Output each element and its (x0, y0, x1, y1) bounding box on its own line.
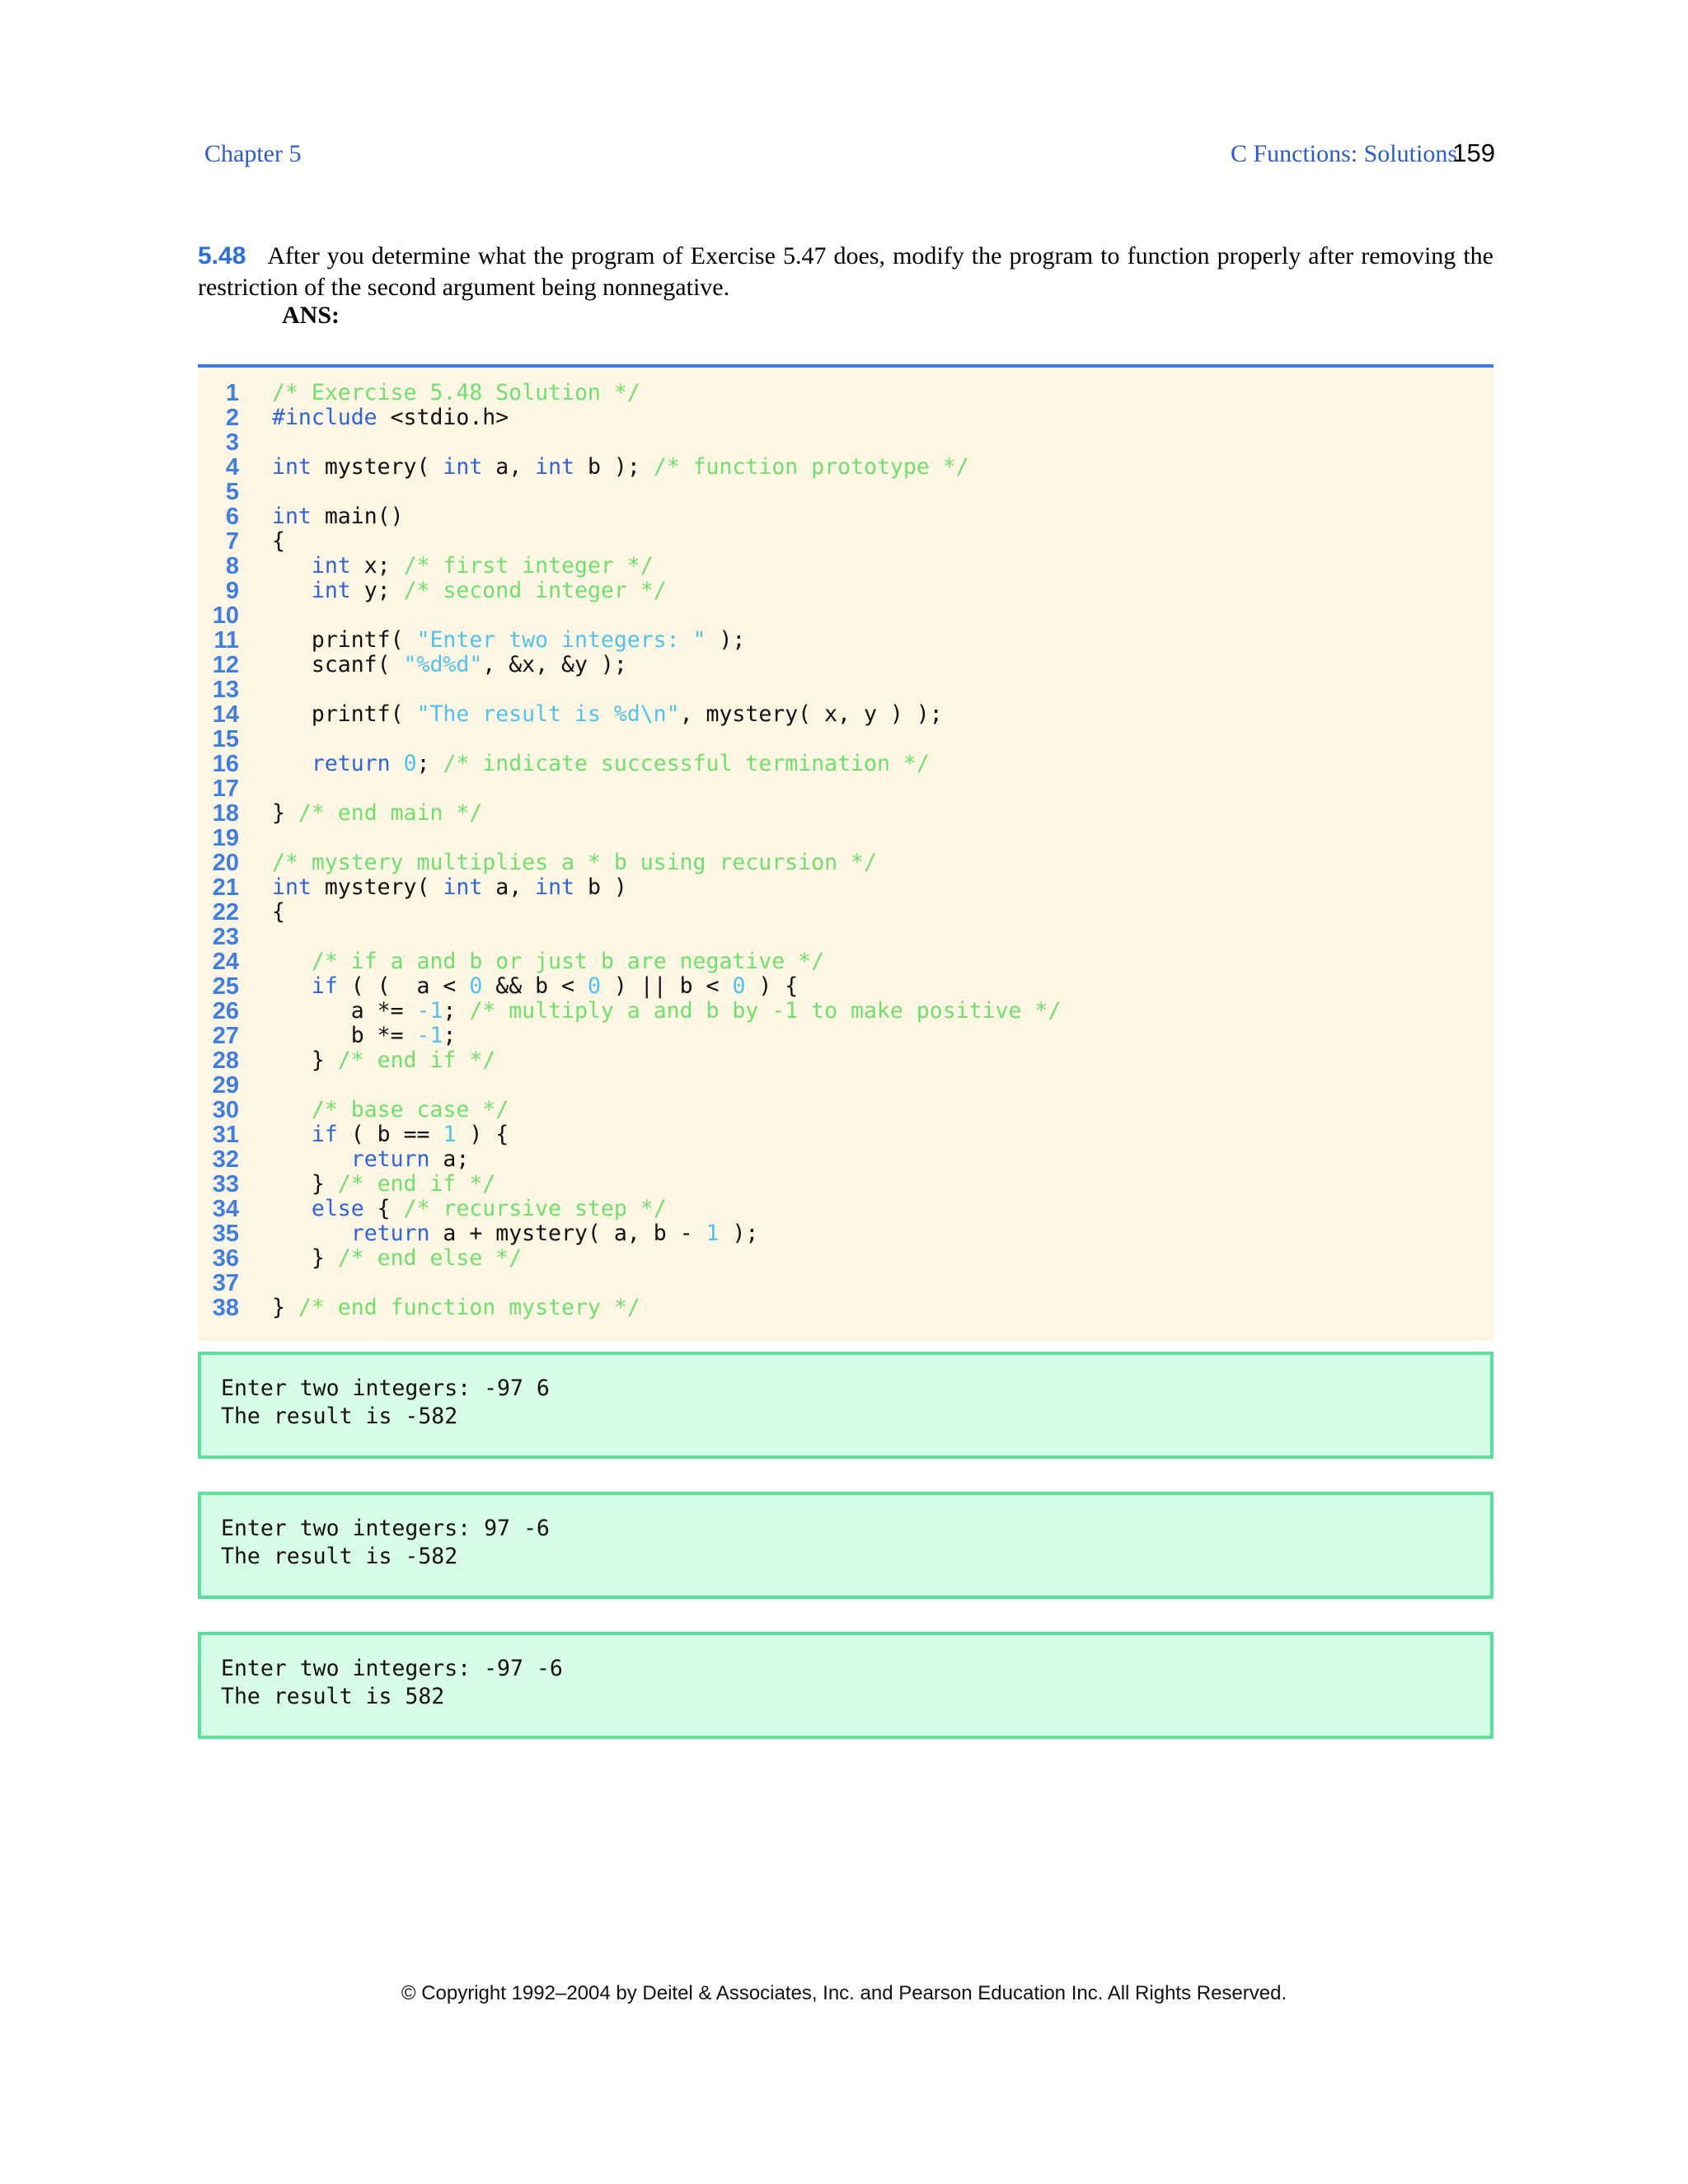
page-header (0, 140, 1688, 176)
output-text (221, 1515, 550, 1571)
line-number: 16 (212, 751, 239, 777)
code-token: ); (706, 627, 746, 653)
code-token: "%d%d" (403, 652, 483, 677)
exercise-number: 5.48 (198, 242, 246, 269)
code-token: int (535, 454, 574, 480)
code-token: { (363, 1196, 404, 1221)
code-token: <stdio.h> (377, 405, 509, 430)
code-token: /* Exercise 5.48 Solution */ (272, 380, 640, 405)
code-token: /* indicate successful termination */ (443, 751, 930, 776)
code-token: /* recursive step */ (403, 1196, 667, 1221)
line-number: 27 (212, 1023, 239, 1049)
code-text (272, 405, 509, 430)
code-token (272, 949, 312, 974)
code-listing (198, 364, 1493, 1341)
code-token: "Enter two integers: " (416, 627, 706, 653)
code-line (198, 900, 1493, 925)
exercise-statement (198, 241, 1493, 303)
code-line (198, 826, 1493, 851)
code-text (272, 1024, 456, 1048)
code-token: else (311, 1196, 364, 1221)
code-token: } (272, 1295, 298, 1320)
line-number: 33 (212, 1171, 239, 1197)
code-line (198, 430, 1493, 455)
code-line (198, 1048, 1493, 1073)
code-token: 0 (403, 751, 417, 776)
code-text (272, 949, 824, 974)
line-number: 29 (212, 1072, 239, 1099)
code-token: "The result is %d\n" (416, 701, 680, 727)
code-token (272, 1221, 351, 1246)
code-token: /* end else */ (337, 1245, 523, 1271)
code-line (198, 653, 1493, 677)
code-token: ) || b < (600, 973, 733, 999)
code-token: } (272, 1171, 338, 1197)
code-text (272, 1296, 640, 1320)
line-number: 5 (225, 479, 239, 505)
code-token (272, 973, 312, 999)
code-text (272, 1098, 509, 1122)
line-number: 31 (212, 1122, 239, 1148)
output-text (221, 1655, 563, 1711)
code-token: ; (443, 1023, 457, 1048)
output-line: Enter two integers: -97 -6 (221, 1656, 563, 1681)
code-text (272, 1197, 667, 1221)
code-line (198, 579, 1493, 603)
code-token: if (311, 1122, 338, 1147)
code-token: { (272, 899, 285, 925)
code-line (198, 1073, 1493, 1098)
line-number: 32 (212, 1146, 239, 1173)
code-token: /* end main */ (298, 800, 483, 826)
code-token (272, 1146, 351, 1172)
code-token: printf( (272, 627, 417, 653)
code-token: 1 (706, 1221, 720, 1246)
code-text (272, 455, 969, 480)
code-token: a + mystery( a, b - (429, 1221, 706, 1246)
code-token: int (443, 874, 483, 900)
line-number: 3 (225, 429, 239, 456)
code-line (198, 603, 1493, 628)
code-token (272, 553, 312, 579)
line-number: 30 (212, 1097, 239, 1123)
code-text (272, 702, 943, 727)
code-text (272, 875, 627, 900)
code-line (198, 974, 1493, 999)
code-token: /* end if */ (337, 1171, 496, 1197)
code-line (198, 1197, 1493, 1221)
code-token: /* end function mystery */ (298, 1295, 640, 1320)
code-token: a *= (272, 998, 417, 1024)
line-number: 34 (212, 1196, 239, 1222)
line-number: 11 (213, 627, 239, 654)
code-token: -1 (416, 998, 443, 1024)
code-token: int (272, 874, 312, 900)
code-token: /* base case */ (311, 1097, 509, 1122)
line-number: 25 (212, 973, 239, 1000)
code-token (272, 578, 312, 603)
code-text (272, 579, 667, 603)
code-line (198, 925, 1493, 949)
line-number: 2 (225, 405, 239, 431)
line-number: 23 (212, 924, 239, 950)
code-token: /* multiply a and b by -1 to make positive */ (469, 998, 1062, 1024)
output-line: Enter two integers: -97 6 (221, 1376, 550, 1401)
code-text (272, 999, 1061, 1024)
code-token: ) { (456, 1122, 509, 1147)
line-number: 8 (225, 553, 239, 579)
line-number: 38 (212, 1295, 239, 1321)
line-number: 13 (212, 677, 239, 703)
code-token (272, 1122, 312, 1147)
code-token: , &x, &y ); (482, 652, 627, 677)
code-line (198, 677, 1493, 702)
code-token: return (350, 1146, 430, 1172)
line-number: 37 (212, 1270, 239, 1296)
code-token: return (350, 1221, 430, 1246)
code-token: b *= (272, 1023, 417, 1048)
code-token: int (443, 454, 483, 480)
code-token: ) { (745, 973, 799, 999)
code-token: a, (482, 874, 536, 900)
code-line (198, 504, 1493, 529)
code-token: } (272, 1245, 338, 1271)
code-text (272, 752, 930, 776)
line-number: 12 (212, 652, 239, 678)
line-number: 26 (212, 998, 239, 1024)
code-token: x; (350, 553, 404, 579)
code-token: && b < (482, 973, 588, 999)
code-token: { (272, 528, 285, 554)
code-lines (198, 381, 1493, 1320)
code-text (272, 1122, 509, 1147)
code-token: ( ( a < (337, 973, 470, 999)
code-text (272, 554, 654, 579)
code-line (198, 405, 1493, 430)
answer-label: ANS: (282, 302, 340, 329)
line-number: 14 (212, 701, 239, 728)
line-number: 6 (225, 504, 239, 530)
code-token: , mystery( x, y ) ); (679, 701, 943, 727)
code-text (272, 504, 404, 529)
code-token: 0 (469, 973, 483, 999)
code-line (198, 851, 1493, 875)
code-token: /* second integer */ (403, 578, 667, 603)
line-number: 18 (212, 800, 239, 827)
line-number: 9 (225, 578, 239, 604)
code-token: b ); (574, 454, 654, 480)
code-line (198, 1296, 1493, 1320)
code-text (272, 1147, 469, 1172)
code-line (198, 999, 1493, 1024)
code-text (272, 1172, 495, 1197)
code-line (198, 1122, 1493, 1147)
code-text (272, 381, 640, 405)
chapter-label: Chapter 5 (204, 140, 302, 167)
code-line (198, 554, 1493, 579)
code-token: ( b == (337, 1122, 443, 1147)
code-text (272, 628, 745, 653)
code-token: ); (719, 1221, 759, 1246)
code-line (198, 480, 1493, 504)
code-token: a, (482, 454, 536, 480)
line-number: 20 (212, 850, 239, 876)
code-line (198, 529, 1493, 554)
code-text (272, 851, 877, 875)
code-text (272, 529, 285, 554)
code-token: 0 (732, 973, 746, 999)
code-token (272, 1097, 312, 1122)
line-number: 36 (212, 1245, 239, 1272)
code-text (272, 974, 798, 999)
code-line (198, 1221, 1493, 1246)
line-number: 17 (212, 776, 239, 802)
code-token: if (311, 973, 338, 999)
code-token: mystery( (311, 874, 443, 900)
code-line (198, 801, 1493, 826)
code-token: printf( (272, 701, 417, 727)
chapter-title: C Functions: Solutions (1230, 140, 1457, 167)
line-number: 15 (212, 726, 239, 752)
code-line (198, 628, 1493, 653)
line-number: 7 (225, 528, 239, 555)
code-line (198, 1271, 1493, 1296)
code-text (272, 1048, 495, 1073)
code-token: return (311, 751, 391, 776)
code-token: y; (350, 578, 404, 603)
code-token: -1 (416, 1023, 443, 1048)
output-line: The result is -582 (221, 1544, 458, 1569)
line-number: 1 (225, 380, 239, 406)
program-output-3 (198, 1632, 1493, 1739)
code-token: int (311, 553, 351, 579)
code-line (198, 1172, 1493, 1197)
page-number: 159 (1452, 138, 1495, 167)
code-token: 1 (443, 1122, 457, 1147)
code-token: } (272, 800, 298, 826)
program-output-2 (198, 1492, 1493, 1599)
code-token: ; (416, 751, 443, 776)
code-line (198, 1024, 1493, 1048)
code-token: int (535, 874, 574, 900)
line-number: 28 (212, 1047, 239, 1074)
code-line (198, 702, 1493, 727)
output-line: Enter two integers: 97 -6 (221, 1516, 550, 1541)
code-line (198, 776, 1493, 801)
line-number: 35 (212, 1221, 239, 1247)
code-token: /* mystery multiplies a * b using recursion */ (272, 850, 877, 875)
code-token: int (311, 578, 351, 603)
code-text (272, 900, 285, 925)
code-token: ; (443, 998, 470, 1024)
code-text (272, 1246, 522, 1271)
output-line: The result is 582 (221, 1684, 445, 1709)
output-text (221, 1375, 550, 1431)
code-text (272, 1221, 758, 1246)
code-token: int (272, 504, 312, 529)
code-line (198, 949, 1493, 974)
code-line (198, 752, 1493, 776)
line-number: 21 (212, 874, 239, 901)
code-token (391, 751, 404, 776)
exercise-text: After you determine what the program of Exercise 5.47 does, modify the program to function properly after removing the restriction of the second argument being nonnegative. (198, 242, 1493, 301)
code-line (198, 875, 1493, 900)
code-line (198, 727, 1493, 752)
line-number: 24 (212, 949, 239, 975)
line-number: 4 (225, 454, 239, 480)
code-token: int (272, 454, 312, 480)
code-token: 0 (587, 973, 601, 999)
code-token (272, 1196, 312, 1221)
code-token: a; (429, 1146, 470, 1172)
code-token: /* end if */ (337, 1047, 496, 1073)
code-token: /* first integer */ (403, 553, 654, 579)
code-token: main() (311, 504, 404, 529)
code-line (198, 1246, 1493, 1271)
program-output-1 (198, 1352, 1493, 1459)
code-token: scanf( (272, 652, 404, 677)
code-token: /* if a and b or just b are negative */ (311, 949, 825, 974)
line-number: 10 (212, 602, 239, 629)
code-line (198, 455, 1493, 480)
code-token: /* function prototype */ (653, 454, 969, 480)
line-number: 22 (212, 899, 239, 926)
copyright-footer: © Copyright 1992–2004 by Deitel & Associates, Inc. and Pearson Education Inc. All Rights Reserved. (401, 1982, 1287, 2004)
line-number: 19 (212, 825, 239, 851)
code-token (272, 751, 312, 776)
code-line (198, 1098, 1493, 1122)
code-token: b ) (574, 874, 627, 900)
output-line: The result is -582 (221, 1404, 458, 1429)
code-token: } (272, 1047, 338, 1073)
code-text (272, 653, 627, 677)
code-text (272, 801, 482, 826)
code-token: mystery( (311, 454, 443, 480)
code-token: #include (272, 405, 377, 430)
code-line (198, 381, 1493, 405)
code-line (198, 1147, 1493, 1172)
